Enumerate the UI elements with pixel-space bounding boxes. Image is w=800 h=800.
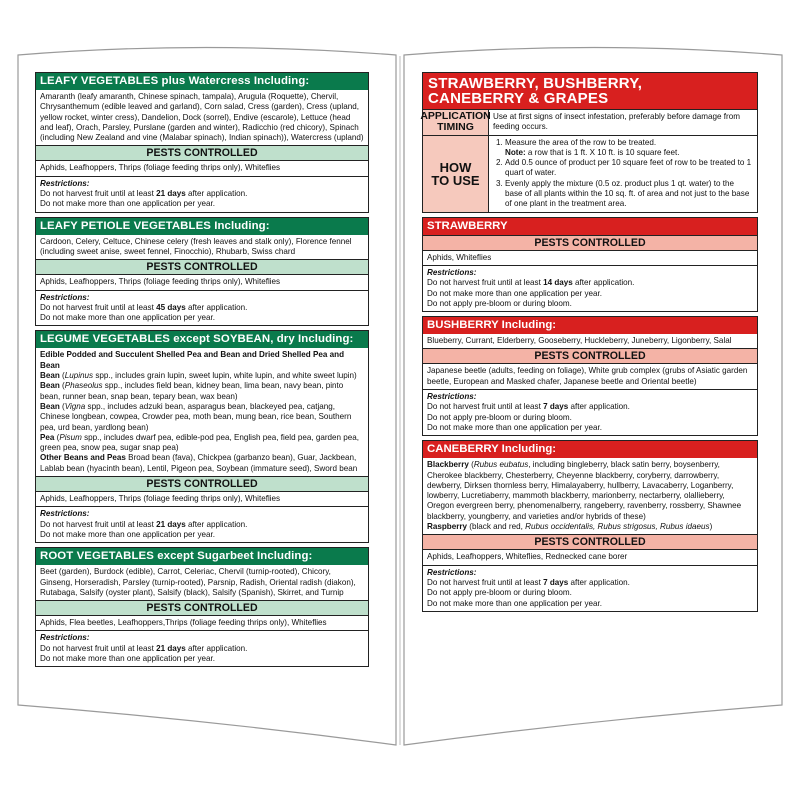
harvest-interval: Do not harvest fruit until at least 21 days after application. (40, 643, 248, 653)
application-limit: Do not make more than one application per year. (427, 422, 603, 432)
harvest-days: 21 days (156, 643, 186, 653)
how-to-use-steps (489, 136, 757, 212)
section-title: LEAFY VEGETABLES plus Watercress Including: (36, 73, 368, 90)
title-line: STRAWBERRY, BUSHBERRY, (428, 75, 643, 92)
pests-list: Aphids, Flea beetles, Leafhoppers,Thrips (foliage feeding thrips only), Whiteflies (40, 618, 327, 628)
edible-podded-heading: Edible Podded and Succulent Shelled Pea and Bean and Dried Shelled Pea and Bean (40, 350, 345, 370)
restrictions-title: Restrictions: (427, 567, 477, 577)
pests-header: PESTS CONTROLLED (423, 348, 757, 364)
section-title: STRAWBERRY (423, 218, 757, 235)
crop-list: Blueberry, Currant, Elderberry, Gooseberry, Huckleberry, Juneberry, Ligonberry, Salal (427, 336, 732, 346)
harvest-days: 7 days (543, 577, 569, 587)
section-leafy-vegetables (35, 72, 369, 213)
harvest-days: 21 days (156, 519, 186, 529)
application-limit: Do not make more than one application per year. (40, 529, 216, 539)
application-limit: Do not make more than one application per year. (40, 313, 216, 323)
pests-header: PESTS CONTROLLED (423, 534, 757, 550)
crop-list: Blackberry (Rubus eubatus, including bingleberry, black satin berry, boysenberry, Cherokee blackberry, Chesterberry, Cheyenne blackberry, coryberry, darrowberry, dewberry, Dirksen thornless berry, Himalayaberry, hullberry, Lavacaberry, Loganberry, lowberry, Lucretiaberry, mammoth blackberry, marionberry, nectarberry, olallieberry, Oregon evergreen berry, phenomenalberry, rangeberry, ravenberry, rossberry, Shawnee blackberry, youngberry, and varieties and/or hybrids of these) Raspberry (black and red, Rubus occidentalis, Rubus strigosus, Rubus idaeus) (427, 460, 742, 532)
harvest-interval: Do not harvest fruit until at least 45 days after application. (40, 302, 248, 312)
restrictions (36, 506, 368, 542)
restrictions (36, 290, 368, 326)
pests-header: PESTS CONTROLLED (36, 145, 368, 161)
harvest-interval: Do not harvest fruit until at least 14 days after application. (427, 278, 635, 288)
pests-list: Aphids, Leafhoppers, Whiteflies, Rednecked cane borer (427, 552, 628, 562)
application-timing-label: APPLICATION TIMING (423, 110, 489, 136)
crop-group-title (422, 72, 758, 110)
crop-list: Beet (garden), Burdock (edible), Carrot, Celeriac, Chervil (turnip-rooted), Chicory, Ginseng, Horseradish, Parsley (turnip-rooted), Parsnip, Radish, Oriental radish (diakon), Rutabaga, Salsify (oyster plant), Salsify (black), Salsify (Spanish), Skirret, and Turnip (40, 567, 356, 597)
harvest-days: 7 days (543, 402, 569, 412)
bloom-restriction: Do not apply pre-bloom or during bloom. (427, 412, 572, 422)
section-title: CANEBERRY Including: (423, 441, 757, 458)
step: 2. Add 0.5 ounce of product per 10 square feet of row to be treated to 1 quart of water. (505, 158, 753, 179)
section-title: LEGUME VEGETABLES except SOYBEAN, dry Including: (36, 331, 368, 348)
harvest-interval: Do not harvest fruit until at least 21 days after application. (40, 519, 248, 529)
pests-header: PESTS CONTROLLED (423, 235, 757, 251)
harvest-interval: Do not harvest fruit until at least 7 days after application. (427, 402, 630, 412)
restrictions (36, 176, 368, 212)
restrictions-title: Restrictions: (40, 178, 90, 188)
step: 3. Evenly apply the mixture (0.5 oz. product plus 1 qt. water) to the base of all plants within the 10 sq. ft. of area and not just to the base of one plant in the treatment area. (505, 179, 753, 210)
section-title: ROOT VEGETABLES except Sugarbeet Including: (36, 548, 368, 565)
restrictions (423, 389, 757, 435)
application-limit: Do not make more than one application per year. (40, 199, 216, 209)
harvest-days: 14 days (543, 278, 573, 288)
section-title: LEAFY PETIOLE VEGETABLES Including: (36, 218, 368, 235)
step: 1. Measure the area of the row to be treated. Note: a row that is 1 ft. X 10 ft. is 10 square feet. (505, 138, 753, 159)
pests-list: Aphids, Leafhoppers, Thrips (foliage feeding thrips only), Whiteflies (40, 163, 281, 173)
application-limit: Do not make more than one application per year. (427, 598, 603, 608)
how-to-use-label: HOW TO USE (423, 136, 489, 212)
section-bushberry (422, 316, 758, 436)
section-caneberry (422, 440, 758, 612)
restrictions-title: Restrictions: (40, 509, 90, 519)
section-title: BUSHBERRY Including: (423, 317, 757, 334)
title-line: CANEBERRY & GRAPES (428, 90, 609, 107)
restrictions (36, 630, 368, 666)
restrictions (423, 565, 757, 611)
bloom-restriction: Do not apply pre-bloom or during bloom. (427, 298, 572, 308)
pests-list: Aphids, Leafhoppers, Thrips (foliage feeding thrips only), Whiteflies (40, 494, 281, 504)
crop-list: Edible Podded and Succulent Shelled Pea and Bean and Dried Shelled Pea and Bean Bean (Lupinus spp., includes grain lupin, sweet lupin, white lupin, and white sweet lupin) Bean (Phaseolus spp., includes field bean, kidney bean, lima bean, navy bean, pinto bean, runner bean, snap bean, tepary bean, wax bean) Bean (Vigna spp., includes adzuki bean, asparagus bean, blackeyed pea, catjang, Chinese longbean, cowpea, Crowder pea, moth bean, mung bean, rice bean, Southern pea, urd bean, yardlong bean) Pea (Pisum spp., includes dwarf pea, edible-pod pea, English pea, field pea, garden pea, green pea, snow pea, sugar snap pea) Other Beans and Peas Broad bean (fava), Chickpea (garbanzo bean), Guar, Jackbean, Lablab bean (hyacinth bean), Lentil, Pigeon pea, Soybean (immature seed), Sword bean (36, 348, 368, 476)
pests-list: Aphids, Whiteflies (427, 252, 492, 262)
application-timing-text: Use at first signs of insect infestation, preferably before damage from feeding occurs. (489, 110, 757, 136)
crop-list: Cardoon, Celery, Celtuce, Chinese celery (fresh leaves and stalk only), Florence fennel (including sweet anise, sweet fennel, Finocchio), Rhubarb, Swiss chard (40, 236, 352, 256)
restrictions-title: Restrictions: (40, 292, 90, 302)
pests-list: Japanese beetle (adults, feeding on foliage), White grub complex (grubs of Asiatic garden beetle, European and Masked chafer, Japanese beetle and Oriental beetle) (427, 366, 748, 386)
restrictions-title: Restrictions: (427, 267, 477, 277)
left-page (35, 72, 369, 671)
restrictions (423, 265, 757, 311)
application-limit: Do not make more than one application per year. (40, 653, 216, 663)
section-strawberry (422, 217, 758, 312)
harvest-interval: Do not harvest fruit until at least 7 days after application. (427, 577, 630, 587)
section-root-vegetables (35, 547, 369, 667)
pests-header: PESTS CONTROLLED (36, 259, 368, 275)
application-limit: Do not make more than one application per year. (427, 288, 603, 298)
pests-header: PESTS CONTROLLED (36, 600, 368, 616)
crop-list: Amaranth (leafy amaranth, Chinese spinach, tampala), Arugula (Roquette), Chervil, Chrysanthemum (edible leaved and garland), Corn salad, Cress (garden), Cress (upland, yellow rocket, winter cress), Dandelion, Dock (sorrel), Endive (escarole), Lettuce (head and leaf), Orach, Parsley, Purslane (garden and winter), Radicchio (red chicory), Spinach (including New Zealand and vine (Malabar spinach), Indian spinach)), Watercress (upland) (40, 92, 364, 143)
pests-list: Aphids, Leafhoppers, Thrips (foliage feeding thrips only), Whiteflies (40, 277, 281, 287)
harvest-days: 45 days (156, 302, 186, 312)
bloom-restriction: Do not apply pre-bloom or during bloom. (427, 588, 572, 598)
section-legume-vegetables (35, 330, 369, 543)
restrictions-title: Restrictions: (40, 633, 90, 643)
restrictions-title: Restrictions: (427, 392, 477, 402)
harvest-days: 21 days (156, 189, 186, 199)
application-table (422, 110, 758, 213)
right-page (422, 72, 758, 616)
harvest-interval: Do not harvest fruit until at least 21 days after application. (40, 189, 248, 199)
pests-header: PESTS CONTROLLED (36, 476, 368, 492)
section-leafy-petiole-vegetables (35, 217, 369, 327)
